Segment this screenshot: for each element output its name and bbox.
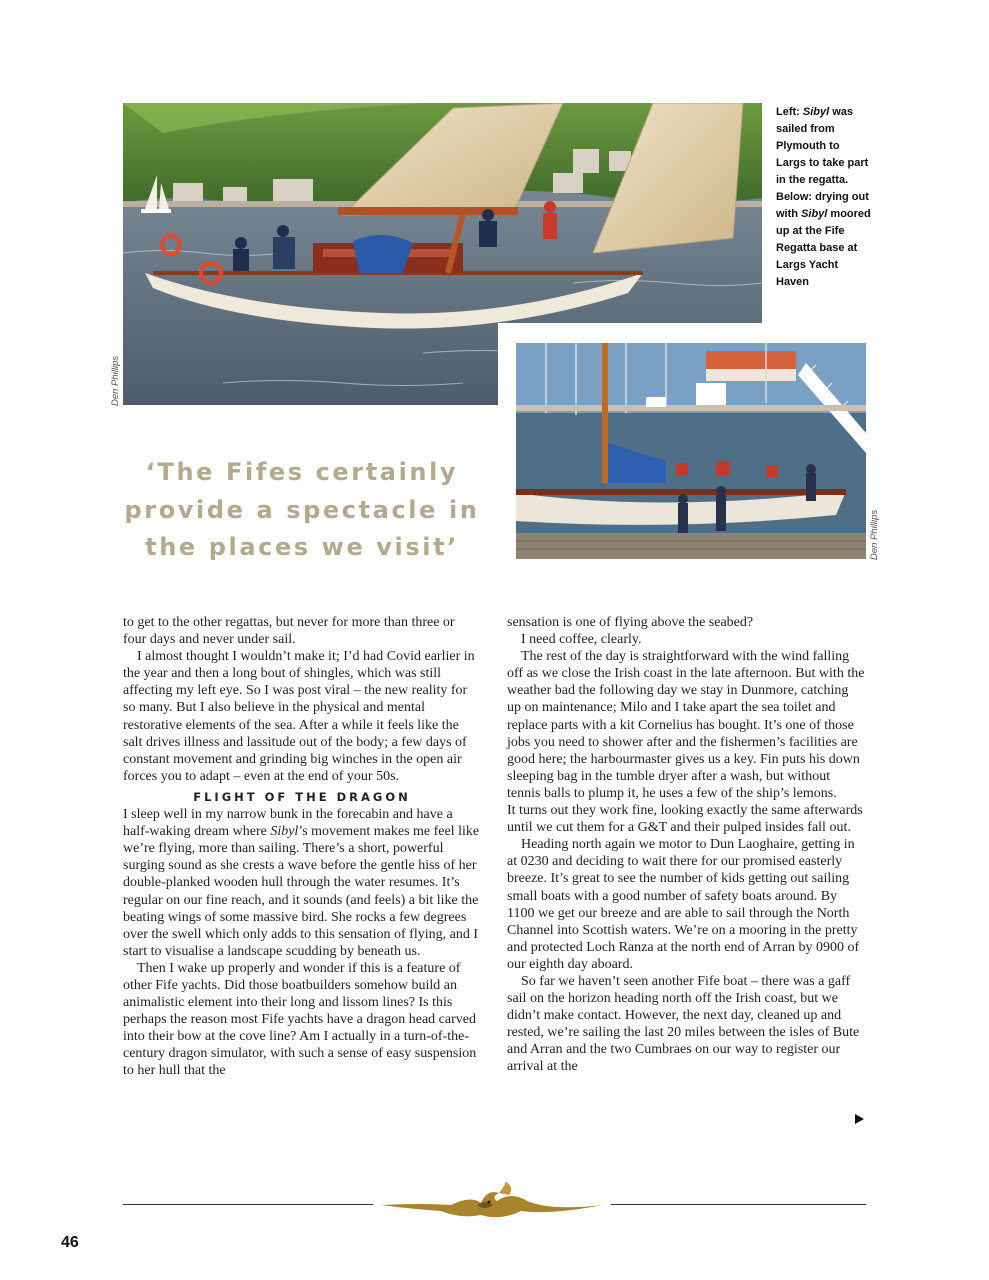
paragraph: Heading north again we motor to Dun Laoghaire, getting in at 0230 and deciding to wait there for our promised easterly breeze. It’s great to see the number of kids getting out sailing small boats with a good number of safety boats around. By 1100 we get our breeze and are able to sail through the North Channel into Scottish waters. We’re on a mooring in the pretty and protected Loch Ranza at the north end of Arran by 0900 of our eighth day aboard. — [507, 837, 860, 972]
continue-arrow-icon — [855, 1114, 864, 1124]
page-number: 46 — [61, 1234, 79, 1251]
paragraph: I almost thought I wouldn’t make it; I’d had Covid earlier in the year and then a long bout of shingles, which was still affecting my left eye. So I was post viral – the new reality for so many. But I also believe in the physical and mental restorative elements of the sea. After a while it feels like the salt drives illness and lassitude out of the body; a few days of constant movement and grinding big winches in the open air forces you to adapt – even at the end of your 50s. — [123, 649, 475, 784]
section-heading: FLIGHT OF THE DRAGON — [193, 789, 411, 804]
photo-credit-top: Den Phillips — [110, 355, 121, 406]
paragraph: to get to the other regattas, but never for more than three or four days and never under sail. — [123, 615, 455, 648]
paragraph-text: I sleep well in my narrow bunk in the forecabin and have a half-waking dream where — [123, 807, 453, 840]
article-column-right — [507, 614, 865, 1076]
caption-boat-name: Sibyl — [802, 106, 830, 118]
paragraph: So far we haven’t seen another Fife boat – there was a gaff sail on the horizon heading north off the Irish coast, but we didn’t make contact. However, the next day, cleaned up and rested, we’re sailing the last 20 miles between the isles of Bute and Arran and the two Cumbraes on our way to register our arrival at the — [507, 973, 860, 1075]
divider-right — [611, 1204, 866, 1205]
paragraph-text: ’s movement makes me feel like we’re flying, more than sailing. There’s a short, powerful surging sound as she crests a wave before the gentle hiss of her double-planked wooden hull through the water resumes. It’s regular on our fine reach, and it sounds (and feels) a bit like the beating wings of some massive bird. She rocks a few degrees over the swell which only adds to this sensation of flying, and I start to visualise a landscape scudding by beneath us. — [123, 824, 480, 959]
caption-label-below: Below: drying out with — [776, 191, 869, 220]
caption-boat-name: Sibyl — [801, 208, 828, 220]
photo-caption — [776, 104, 872, 291]
boat-name: Sibyl — [270, 824, 299, 840]
paragraph: It turns out they work fine, looking exactly the same afterwards until we cut them for a G&T and their pulped insides fall out. — [507, 803, 863, 836]
photo-sibyl-moored — [516, 343, 866, 559]
photo-credit-bottom: Den Phillips — [869, 509, 880, 560]
article-column-left — [123, 614, 481, 1080]
caption-label-left: Left: — [776, 106, 803, 118]
paragraph: The rest of the day is straightforward with the wind falling off as we close the Irish coast in the late afternoon. But with the weather bad the following day we stay in Dunmore, catching up on maintenance; Milo and I take apart the sea toilet and replace parts with a kit Cornelius has bought. It’s one of those jobs you need to shower after and the fishermen’s facilities are good here; the harbourmaster gives us a key. Fin puts his down sleeping bag in the tumble dryer after a wash, but without tennis balls to plump it, he uses a few of the ship’s lemons. — [507, 649, 865, 801]
caption-text-below: moored up at the Fife Regatta base at Largs Yacht Haven — [776, 208, 871, 288]
paragraph: sensation is one of flying above the seabed? — [507, 615, 754, 630]
pull-quote: ‘The Fifes certainly provide a spectacle in the places we visit’ — [124, 458, 480, 561]
divider-left — [123, 1204, 373, 1205]
dragon-ornament-icon — [381, 1181, 603, 1221]
paragraph — [123, 806, 481, 960]
paragraph: I need coffee, clearly. — [521, 632, 642, 648]
caption-text-left: was sailed from Plymouth to Largs to take part in the regatta. — [776, 106, 869, 186]
paragraph: Then I wake up properly and wonder if this is a feature of other Fife yachts. Did those boatbuilders somehow build an animalistic element into their long and lissom lines? Is this perhaps the reason most Fife yachts have a dragon head carved into their bow at the cove line? Am I actually in a turn-of-the-century dragon simulator, with such a sense of easy suspension to her hull that the — [123, 960, 477, 1079]
